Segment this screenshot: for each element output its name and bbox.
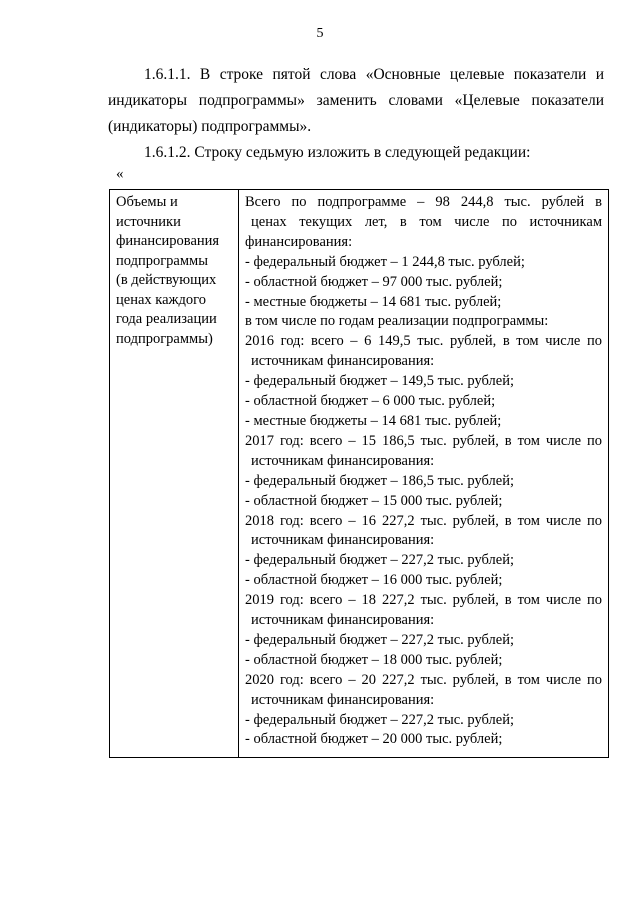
right-cell-line: 2019 год: всего – 18 227,2 тыс. рублей, в том числе по xyxy=(245,592,602,609)
right-cell-line: - федеральный бюджет – 186,5 тыс. рублей; xyxy=(245,472,515,489)
left-cell-line: финансирования xyxy=(116,233,220,249)
left-cell-line: года реализации xyxy=(116,311,217,327)
right-cell-line: - областной бюджет – 97 000 тыс. рублей; xyxy=(245,273,503,290)
left-cell-line: источники xyxy=(116,213,181,230)
right-cell-line: - областной бюджет – 18 000 тыс. рублей; xyxy=(245,651,503,668)
right-cell-line: 2018 год: всего – 16 227,2 тыс. рублей, в том числе по xyxy=(245,512,602,529)
right-cell-line: источникам финансирования: xyxy=(251,353,435,370)
financing-table xyxy=(109,189,609,758)
right-cell-line: источникам финансирования: xyxy=(251,452,435,469)
page-number: 5 xyxy=(316,26,324,41)
right-cell-line: - федеральный бюджет – 1 244,8 тыс. рублей; xyxy=(245,253,525,270)
paragraph-1-6-1-1: 1.6.1.1. В строке пятой слова «Основные целевые показатели и индикаторы подпрограммы» заменить словами «Целевые показатели (индикаторы) подпрограммы». xyxy=(108,66,604,135)
left-cell-line: подпрограммы xyxy=(116,252,208,269)
right-cell-line: - областной бюджет – 6 000 тыс. рублей; xyxy=(245,393,496,410)
right-cell-line: - федеральный бюджет – 227,2 тыс. рублей; xyxy=(245,552,515,569)
right-cell-line: 2016 год: всего – 6 149,5 тыс. рублей, в том числе по xyxy=(245,333,602,350)
right-cell-line: ценах текущих лет, в том числе по источникам xyxy=(251,213,602,230)
right-cell-line: источникам финансирования: xyxy=(251,532,435,549)
left-cell-line: Объемы и xyxy=(116,194,178,210)
right-cell-line: Всего по подпрограмме – 98 244,8 тыс. рублей в xyxy=(245,194,602,210)
right-cell-line: в том числе по годам реализации подпрограммы: xyxy=(245,313,549,330)
right-cell-line: финансирования: xyxy=(245,233,353,250)
left-cell-line: подпрограммы) xyxy=(116,330,213,347)
right-cell-line: 2020 год: всего – 20 227,2 тыс. рублей, в том числе по xyxy=(245,671,602,688)
left-cell-line: ценах каждого xyxy=(116,291,207,308)
paragraph-1-6-1-2: 1.6.1.2. Строку седьмую изложить в следующей редакции: xyxy=(144,144,531,161)
right-cell-line: - местные бюджеты – 14 681 тыс. рублей; xyxy=(245,293,502,310)
right-cell-line: - областной бюджет – 20 000 тыс. рублей; xyxy=(245,731,503,748)
right-cell-line: - федеральный бюджет – 149,5 тыс. рублей; xyxy=(245,373,515,390)
right-cell-line: 2017 год: всего – 15 186,5 тыс. рублей, в том числе по xyxy=(245,432,602,449)
table-right-cell xyxy=(239,190,608,757)
opening-quote-mark: « xyxy=(116,166,124,182)
table-left-cell xyxy=(110,190,239,757)
right-cell-line: - местные бюджеты – 14 681 тыс. рублей; xyxy=(245,412,502,429)
left-cell-line: (в действующих xyxy=(116,272,217,288)
right-cell-line: - областной бюджет – 15 000 тыс. рублей; xyxy=(245,492,503,509)
right-cell-line: - федеральный бюджет – 227,2 тыс. рублей; xyxy=(245,711,515,728)
right-cell-line: - областной бюджет – 16 000 тыс. рублей; xyxy=(245,572,503,589)
right-cell-line: источникам финансирования: xyxy=(251,691,435,708)
right-cell-line: источникам финансирования: xyxy=(251,612,435,629)
right-cell-line: - федеральный бюджет – 227,2 тыс. рублей; xyxy=(245,631,515,648)
